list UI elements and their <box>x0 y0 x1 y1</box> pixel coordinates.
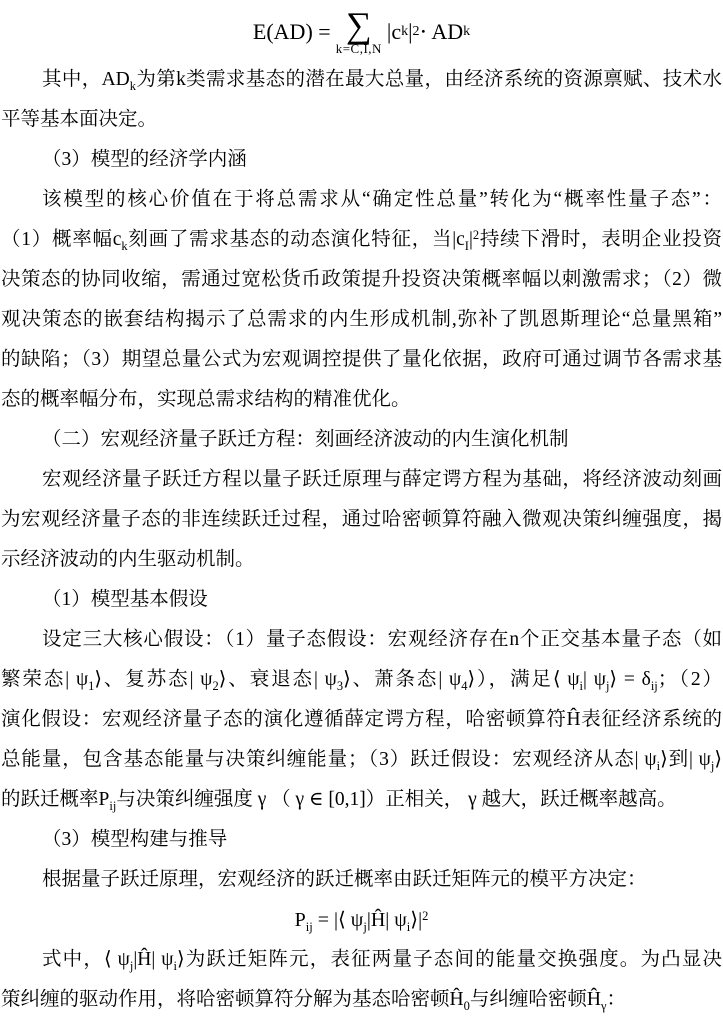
text-line: $P_{ij}$ = |⟨ $\psi_j|Ĥ|$ $\psi_i⟩|^2$ <box>294 909 429 934</box>
text-line: 根据量子跃迁原理，宏观经济的跃迁概率由跃迁矩阵元的模平方决定： <box>42 869 647 890</box>
text-line: 的跃迁概率$P_{ij}$与决策纠缠强度 γ （ γ ∈ [0,1]）正相关， γ 越大，跃迁概率越高。 <box>1 789 677 813</box>
text-line: 示经济波动的内生驱动机制。 <box>1 549 255 570</box>
subscript: i <box>656 759 661 773</box>
summation-limits: k=C,I,N <box>335 41 382 56</box>
text-line: 总能量，包含基态能量与决策纠缠能量；（3）跃迁假设：宏观经济从态| $\psi_i⟩$到| $\psi_j⟩$ <box>1 749 722 773</box>
subscript: 0 <box>463 999 470 1013</box>
text-line: （3）模型构建与推导 <box>42 829 228 850</box>
text-line: 该模型的核心价值在于将总需求从“确定性总量”转化为“概率性量子态”： <box>42 189 722 210</box>
text-line: 的缺陷；（3）期望总量公式为宏观调控提供了量化依据，政府可通过调节各需求基 <box>1 349 722 370</box>
text-line: 观决策态的嵌套结构揭示了总需求的内生形成机制,弥补了凯恩斯理论“总量黑箱” <box>1 309 722 330</box>
text-line: 设定三大核心假设：（1）量子态假设：宏观经济存在n个正交基本量子态（如 <box>42 629 722 650</box>
text-line: 式中，⟨ $\psi_j|Ĥ|$ $\psi_i⟩$为跃迁矩阵元，表征两量子态间的能量交换强度。为凸显决 <box>42 949 722 973</box>
text-line: 繁荣态| $\psi_1⟩$、复苏态| $\psi_2⟩$、衰退态| $\psi_3⟩$、萧条态| $\psi_4⟩$），满足⟨ $\psi_i|$ $\psi_j⟩ = \delta_{ij}$；（2） <box>1 669 722 693</box>
subscript: ij <box>109 799 117 813</box>
subscript: i <box>173 959 177 973</box>
heading-model-construction <box>1 820 722 860</box>
subscript: ij <box>650 679 658 693</box>
subscript: γ <box>600 999 607 1013</box>
text-line: 决策态的协同收缩，需通过宽松货币政策提升投资决策概率幅以刺激需求；（2）微 <box>1 269 722 290</box>
subscript: I <box>464 239 469 253</box>
para-transition-probability-intro <box>1 860 722 900</box>
sigma-symbol: ∑ <box>345 5 372 45</box>
text-line: 为宏观经济量子态的非连续跃迁过程，通过哈密顿算符融入微观决策纠缠强度，揭 <box>1 509 722 530</box>
superscript: 2 <box>472 228 480 242</box>
para-matrix-element-explanation <box>1 940 722 1020</box>
text-line: 演化假设：宏观经济量子态的演化遵循薛定谔方程，哈密顿算符Ĥ表征经济系统的 <box>1 709 722 730</box>
formula-expected-aggregate-demand <box>1 4 722 60</box>
para-transition-equation-intro <box>1 460 722 580</box>
text-line: 其中，$AD_k$为第k类需求基态的潜在最大总量，由经济系统的资源禀赋、技术水 <box>42 69 722 93</box>
text-line: 策纠缠的驱动作用，将哈密顿算符分解为基态哈密顿$Ĥ_0$与纠缠哈密顿$Ĥ_\gamma$： <box>1 989 626 1013</box>
text-line: （二）宏观经济量子跃迁方程：刻画经济波动的内生演化机制 <box>42 429 569 450</box>
para-adk-definition <box>1 60 722 140</box>
formula-transition-probability <box>1 900 722 940</box>
subscript: i <box>579 679 584 693</box>
subscript: j <box>605 679 610 693</box>
subscript: 3 <box>336 679 344 693</box>
subscript: k <box>121 239 128 253</box>
text-line: 态的概率幅分布，实现总需求结构的精准优化。 <box>1 389 411 410</box>
heading-quantum-transition-equation <box>1 420 722 460</box>
subscript: j <box>710 759 715 773</box>
subscript: 4 <box>461 679 468 693</box>
heading-basic-assumptions <box>1 580 722 620</box>
subscript: i <box>406 920 411 934</box>
heading-economic-implications <box>1 140 722 180</box>
text-line: 宏观经济量子跃迁方程以量子跃迁原理与薛定谔方程为基础，将经济波动刻画 <box>42 469 722 490</box>
text-line: （1）模型基本假设 <box>42 589 208 610</box>
para-model-core-value <box>1 180 722 420</box>
text-line: 平等基本面决定。 <box>1 109 158 130</box>
subscript: k <box>129 79 136 93</box>
subscript: ij <box>305 920 313 934</box>
superscript: 2 <box>422 909 429 923</box>
text-line: （3）模型的经济学内涵 <box>42 149 247 170</box>
text-line: （1）概率幅$c_k$刻画了需求基态的动态演化特征，当$|c_I|^2$持续下滑时，表明企业投资 <box>1 228 722 253</box>
subscript: 2 <box>212 679 219 693</box>
formula-content: E(AD) = ∑ k=C,I,N |c k | 2 ⋅ AD k <box>252 5 471 56</box>
para-three-assumptions <box>1 620 722 820</box>
subscript: j <box>129 959 134 973</box>
subscript: 1 <box>88 679 95 693</box>
subscript: j <box>363 920 367 934</box>
summation-operator <box>335 5 382 56</box>
